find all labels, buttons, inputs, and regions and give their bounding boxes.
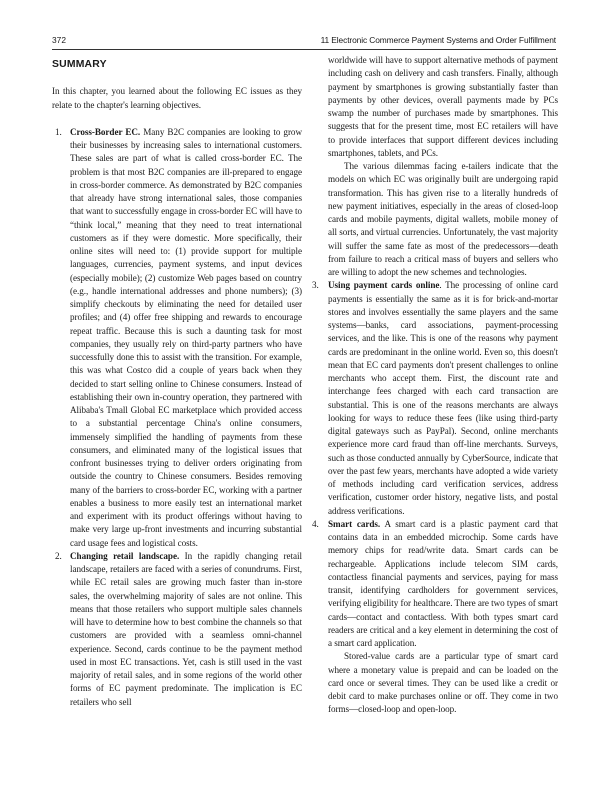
item-4-continuation: Stored-value cards are a particular type of smart card where a monetary value is prepaid and can be loaded on the card once or several times. They can be used like a credit or debit card to make purchases online or off. They come in two forms—closed-loop and open-loop. — [328, 651, 558, 715]
item-body — [70, 550, 302, 709]
page-number: 372 — [52, 35, 66, 45]
item-text: A smart card is a plastic payment card that contains data in an embedded microchip. Some cards have memory chips for read/write data. Smart cards can be rechargeable. Applications include telecom SIM cards, contactless financial payments and services, paying for mass transit, identifying cardholders for government services, verifying eligibility for healthcare. There are two types of smart cards—contact and contactless. With both types smart card readers are critical and a key element in determining the cost of a smart card application. — [328, 518, 558, 648]
item-text: In the rapidly changing retail landscape, retailers are faced with a series of conundrums. First, while EC retail sales are growing much faster than in-store sales, the overwhelming majority of sales are not online. This means that those retailers who support multiple sales channels will have to determine how to best combine the channels so that customers are provided with a seamless omni-channel experience. Second, cards continue to be the payment method used in most EC transactions. Yet, cash is still used in the vast majority of retail sales, and in some regions of the world other forms of EC payment predominate. The implication is EC retailers who sell — [70, 550, 302, 707]
summary-item-2 — [52, 550, 302, 709]
item-title: Changing retail landscape. — [70, 550, 180, 561]
item-title: Cross-Border EC. — [70, 126, 141, 137]
item-title: Using payment cards online — [328, 280, 440, 291]
summary-item-1 — [52, 126, 302, 550]
item-number: 1. — [55, 126, 62, 137]
summary-item-4 — [312, 518, 558, 651]
item-body — [328, 518, 558, 651]
item-body — [328, 279, 558, 518]
summary-heading: SUMMARY — [52, 59, 107, 70]
left-column — [52, 54, 302, 709]
item-number: 3. — [312, 280, 319, 291]
item-2-continuation-2: The various dilemmas facing e-tailers indicate that the models on which EC was originally built are undergoing rapid transformation. This has given rise to a literally hundreds of new payment initiatives, especially in the areas of closed-loop cards and mobile payments, digital wallets, mobile money of all sorts, and virtual currencies. Unfortunately, the vast majority will suffer the same fate as most of the predecessors—death from failure to reach a critical mass of buyers and sellers who are willing to adopt the new schemes and technologies. — [328, 161, 558, 277]
item-body — [70, 126, 302, 550]
running-header — [52, 31, 556, 50]
item-2-continuation: worldwide will have to support alternative methods of payment including cash on delivery and cash transfers. Finally, although payment by smartphones is growing substantially faster than payments by other devices, overall payments made by PCs swamp the number of purchases made by smartphones. This suggests that for the present time, most EC retailers will have to provide interfaces that support different devices including smartphones, tablets, and PCs. — [328, 55, 558, 158]
item-number: 4. — [312, 518, 319, 529]
item-text: . The processing of online card payments is essentially the same as it is for brick-and-mortar stores and involves essentially the same players and the same systems—banks, card associations, payment-processing services, and the like. This is one of the reasons why payment cards are predominant in the online world. Even so, this doesn't mean that EC card payments don't present challenges to online merchants who accept them. First, the discount rate and interchange fees charged with each card transaction are substantial. This is one of the reasons merchants are always looking for ways to reduce these fees (like using third-party digital gateways such as PayPal). Second, online merchants experience more card fraud than off-line merchants. Surveys, such as those conducted annually by CyberSource, indicate that over the past few years, merchants have adopted a wide variety of methods including card verification services, address verification, customer order history, negative lists, and postal address verifications. — [328, 280, 558, 516]
summary-item-3 — [312, 279, 558, 518]
item-text: Many B2C companies are looking to grow their businesses by increasing sales to international customers. These sales are part of what is called cross-border EC. The problem is that most B2C companies are ill-prepared to engage in cross-border commerce. As demonstrated by B2C companies that already have strong international sales, those companies that want to successfully engage in cross-border EC will have to “think local,” meaning that they need to treat international customers as if they were domestic. More specifically, their online sites will need to: (1) provide support for multiple languages, currencies, payment systems, and input devices (especially mobile); (2) customize Web pages based on country (e.g., handle international addresses and phone numbers); (3) simplify checkouts by eliminating the need for detailed user profiles; and (4) offer free shipping and rewards to encourage repeat traffic. Because this is such a daunting task for most companies, they usually rely on third-party partners who have successfully done this to assist with the transition. For example, this was what Costco did a couple of years back when they decided to start selling online to Chinese consumers. Instead of establishing their own in-country operation, they partnered with Alibaba's Tmall Global EC marketplace which provided access to a substantial percentage China's online consumers, immensely simplified the handling of payments from these consumers, and eliminated many of the logistical issues that confront businesses trying to deliver orders originating from outside the country to Chinese consumers. Besides removing many of the barriers to cross-border EC, working with a partner enables a business to more easily test an international market and experiment with its product offerings without having to make very large up-front investments and incurring substantial card usage fees and logistical costs. — [70, 126, 302, 548]
right-column — [312, 54, 558, 717]
chapter-title: 11 Electronic Commerce Payment Systems and Order Fulfillment — [320, 35, 556, 45]
summary-intro: In this chapter, you learned about the following EC issues as they relate to the chapter's learning objectives. — [52, 86, 302, 110]
item-number: 2. — [55, 550, 62, 561]
item-title: Smart cards. — [328, 518, 381, 529]
